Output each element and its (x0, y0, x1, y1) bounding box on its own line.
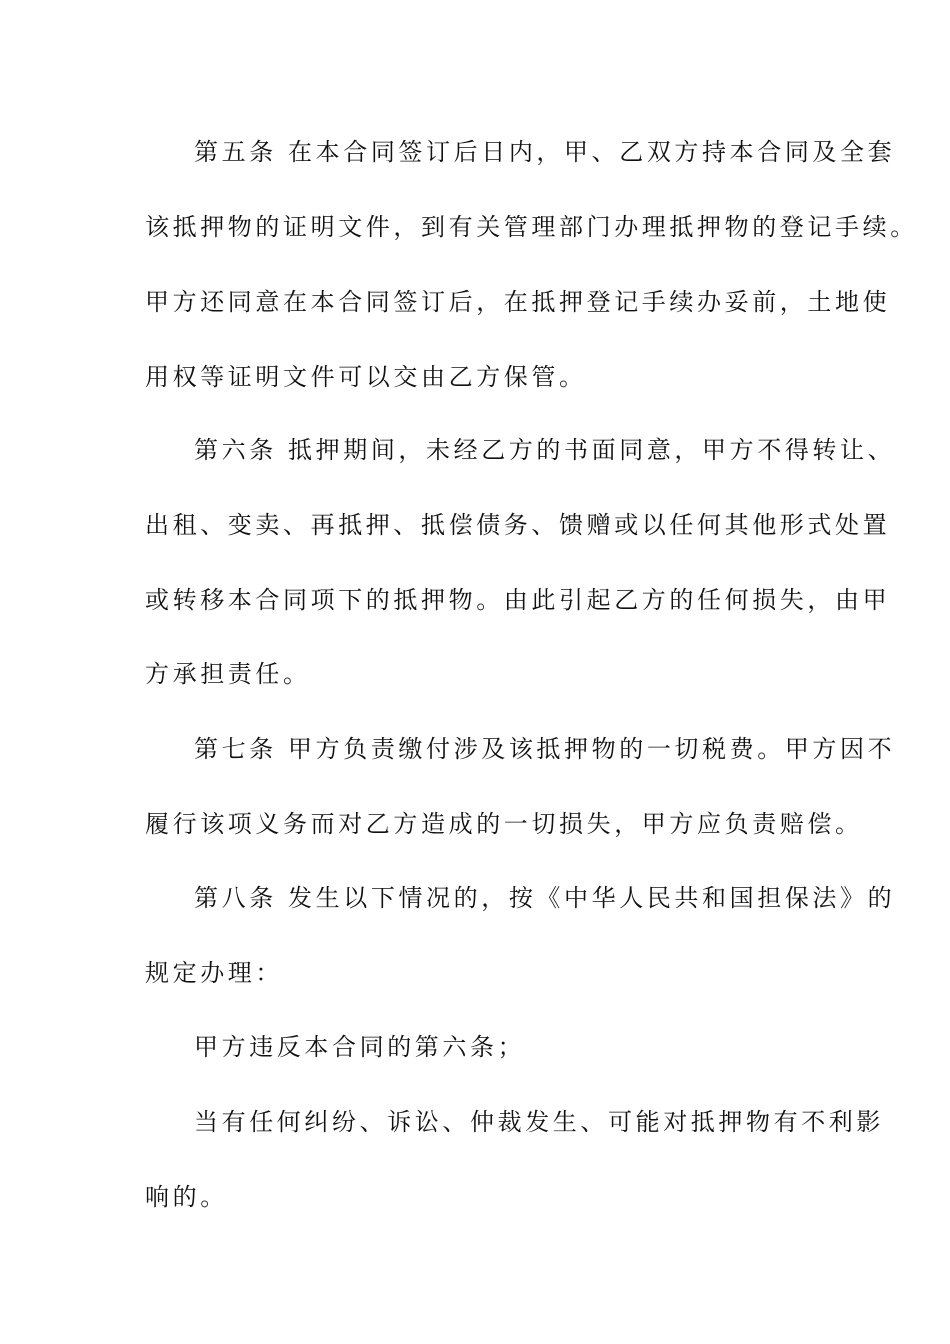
article-7-line-2: 履行该项义务而对乙方造成的一切损失，甲方应负责赔偿。 (145, 810, 863, 838)
article-7-line-1: 第七条 甲方负责缴付涉及该抵押物的一切税费。甲方因不 (194, 735, 896, 763)
article-6-line-4: 方承担责任。 (145, 660, 311, 688)
article-5-line-1: 第五条 在本合同签订后日内，甲、乙双方持本合同及全套 (194, 138, 896, 166)
article-5-line-4: 用权等证明文件可以交由乙方保管。 (145, 363, 587, 391)
article-5-line-3: 甲方还同意在本合同签订后，在抵押登记手续办妥前，土地使 (145, 288, 891, 316)
article-8-item-1: 甲方违反本合同的第六条； (194, 1033, 526, 1061)
article-5-line-2: 该抵押物的证明文件，到有关管理部门办理抵押物的登记手续。 (145, 213, 918, 241)
article-6-line-3: 或转移本合同项下的抵押物。由此引起乙方的任何损失，由甲 (145, 586, 891, 614)
article-8-line-2: 规定办理： (145, 959, 283, 987)
article-8-item-2-line-2: 响的。 (145, 1183, 228, 1211)
article-8-item-2-line-1: 当有任何纠纷、诉讼、仲裁发生、可能对抵押物有不利影 (194, 1108, 884, 1136)
article-6-line-2: 出租、变卖、再抵押、抵偿债务、馈赠或以任何其他形式处置 (145, 511, 891, 539)
article-8-line-1: 第八条 发生以下情况的，按《中华人民共和国担保法》的 (194, 884, 896, 912)
article-6-line-1: 第六条 抵押期间，未经乙方的书面同意，甲方不得转让、 (194, 436, 896, 464)
